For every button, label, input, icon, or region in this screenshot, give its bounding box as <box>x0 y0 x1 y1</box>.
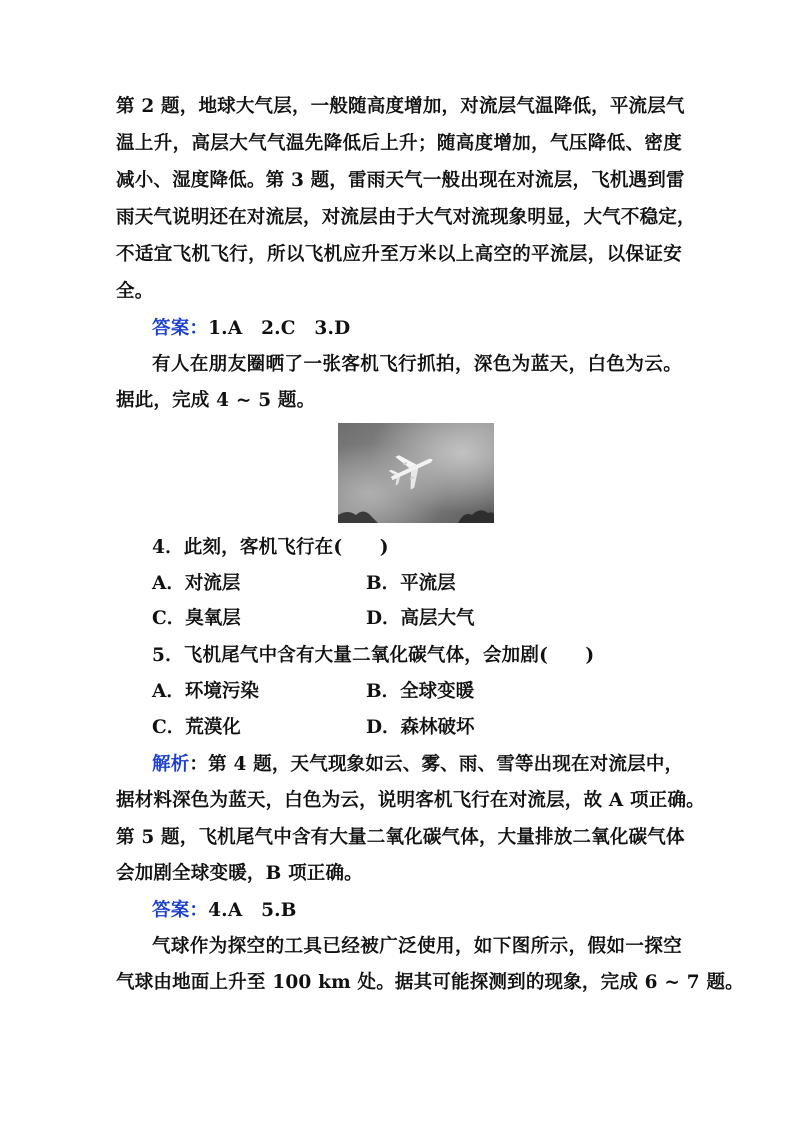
airplane-icon <box>338 423 494 523</box>
q5-option-b: B．全球变暖 <box>366 681 475 702</box>
intro-6-7-line-1: 气球作为探空的工具已经被广泛使用，如下图所示，假如一探空 <box>152 936 682 957</box>
q4-option-d: D．高层大气 <box>366 608 475 629</box>
intro-4-5-line-1: 有人在朋友圈晒了一张客机飞行抓拍，深色为蓝天，白色为云。 <box>152 354 682 375</box>
explanation-2-line-2: 据材料深色为蓝天，白色为云，说明客机飞行在对流层，故 A 项正确。 <box>116 790 705 811</box>
answer-label: 答案： <box>152 318 209 339</box>
intro-4-5-line-2: 据此，完成 4 ~ 5 题。 <box>116 390 316 411</box>
explanation-2-line-4: 会加剧全球变暖，B 项正确。 <box>116 863 363 884</box>
explanation-line-3: 减小、湿度降低。第 3 题，雷雨天气一般出现在对流层，飞机遇到雷 <box>116 170 685 191</box>
question-5-stem: 5．飞机尾气中含有大量二氧化碳气体，会加剧( ) <box>152 645 595 666</box>
question-4-stem: 4．此刻，客机飞行在( ) <box>152 537 389 558</box>
explanation-line-4: 雨天气说明还在对流层，对流层由于大气对流现象明显，大气不稳定， <box>116 207 696 228</box>
answer-4-5 <box>152 899 682 923</box>
q5-option-c: C．荒漠化 <box>152 717 241 738</box>
answer-1-3 <box>152 317 682 341</box>
intro-6-7-line-2: 气球由地面上升至 100 km 处。据其可能探测到的现象，完成 6 ~ 7 题。 <box>116 972 744 993</box>
q4-option-b: B．平流层 <box>366 573 456 594</box>
answer-label: 答案： <box>152 900 209 921</box>
explanation-2-line-1 <box>152 753 682 777</box>
explanation-2-line-3: 第 5 题，飞机尾气中含有大量二氧化碳气体，大量排放二氧化碳气体 <box>116 827 685 848</box>
answer-text: 4.A 5.B <box>208 900 297 921</box>
explanation-line-6: 全。 <box>116 281 154 302</box>
explanation-2-text: ：第 4 题，天气现象如云、雾、雨、雪等出现在对流层中， <box>189 754 684 775</box>
explanation-line-5: 不适宜飞机飞行，所以飞机应升至万米以上高空的平流层，以保证安 <box>116 244 682 265</box>
q4-option-a: A．对流层 <box>152 573 241 594</box>
q4-option-c: C．臭氧层 <box>152 608 241 629</box>
explanation-line-2: 温上升，高层大气气温先降低后上升；随高度增加，气压降低、密度 <box>116 133 682 154</box>
q5-option-a: A．环境污染 <box>152 681 259 702</box>
explanation-line-1: 第 2 题，地球大气层，一般随高度增加，对流层气温降低，平流层气 <box>116 96 685 117</box>
answer-text: 1.A 2.C 3.D <box>208 318 351 339</box>
q5-option-d: D．森林破坏 <box>366 717 475 738</box>
explanation-label: 解析 <box>152 754 190 775</box>
airplane-photo <box>338 423 494 523</box>
